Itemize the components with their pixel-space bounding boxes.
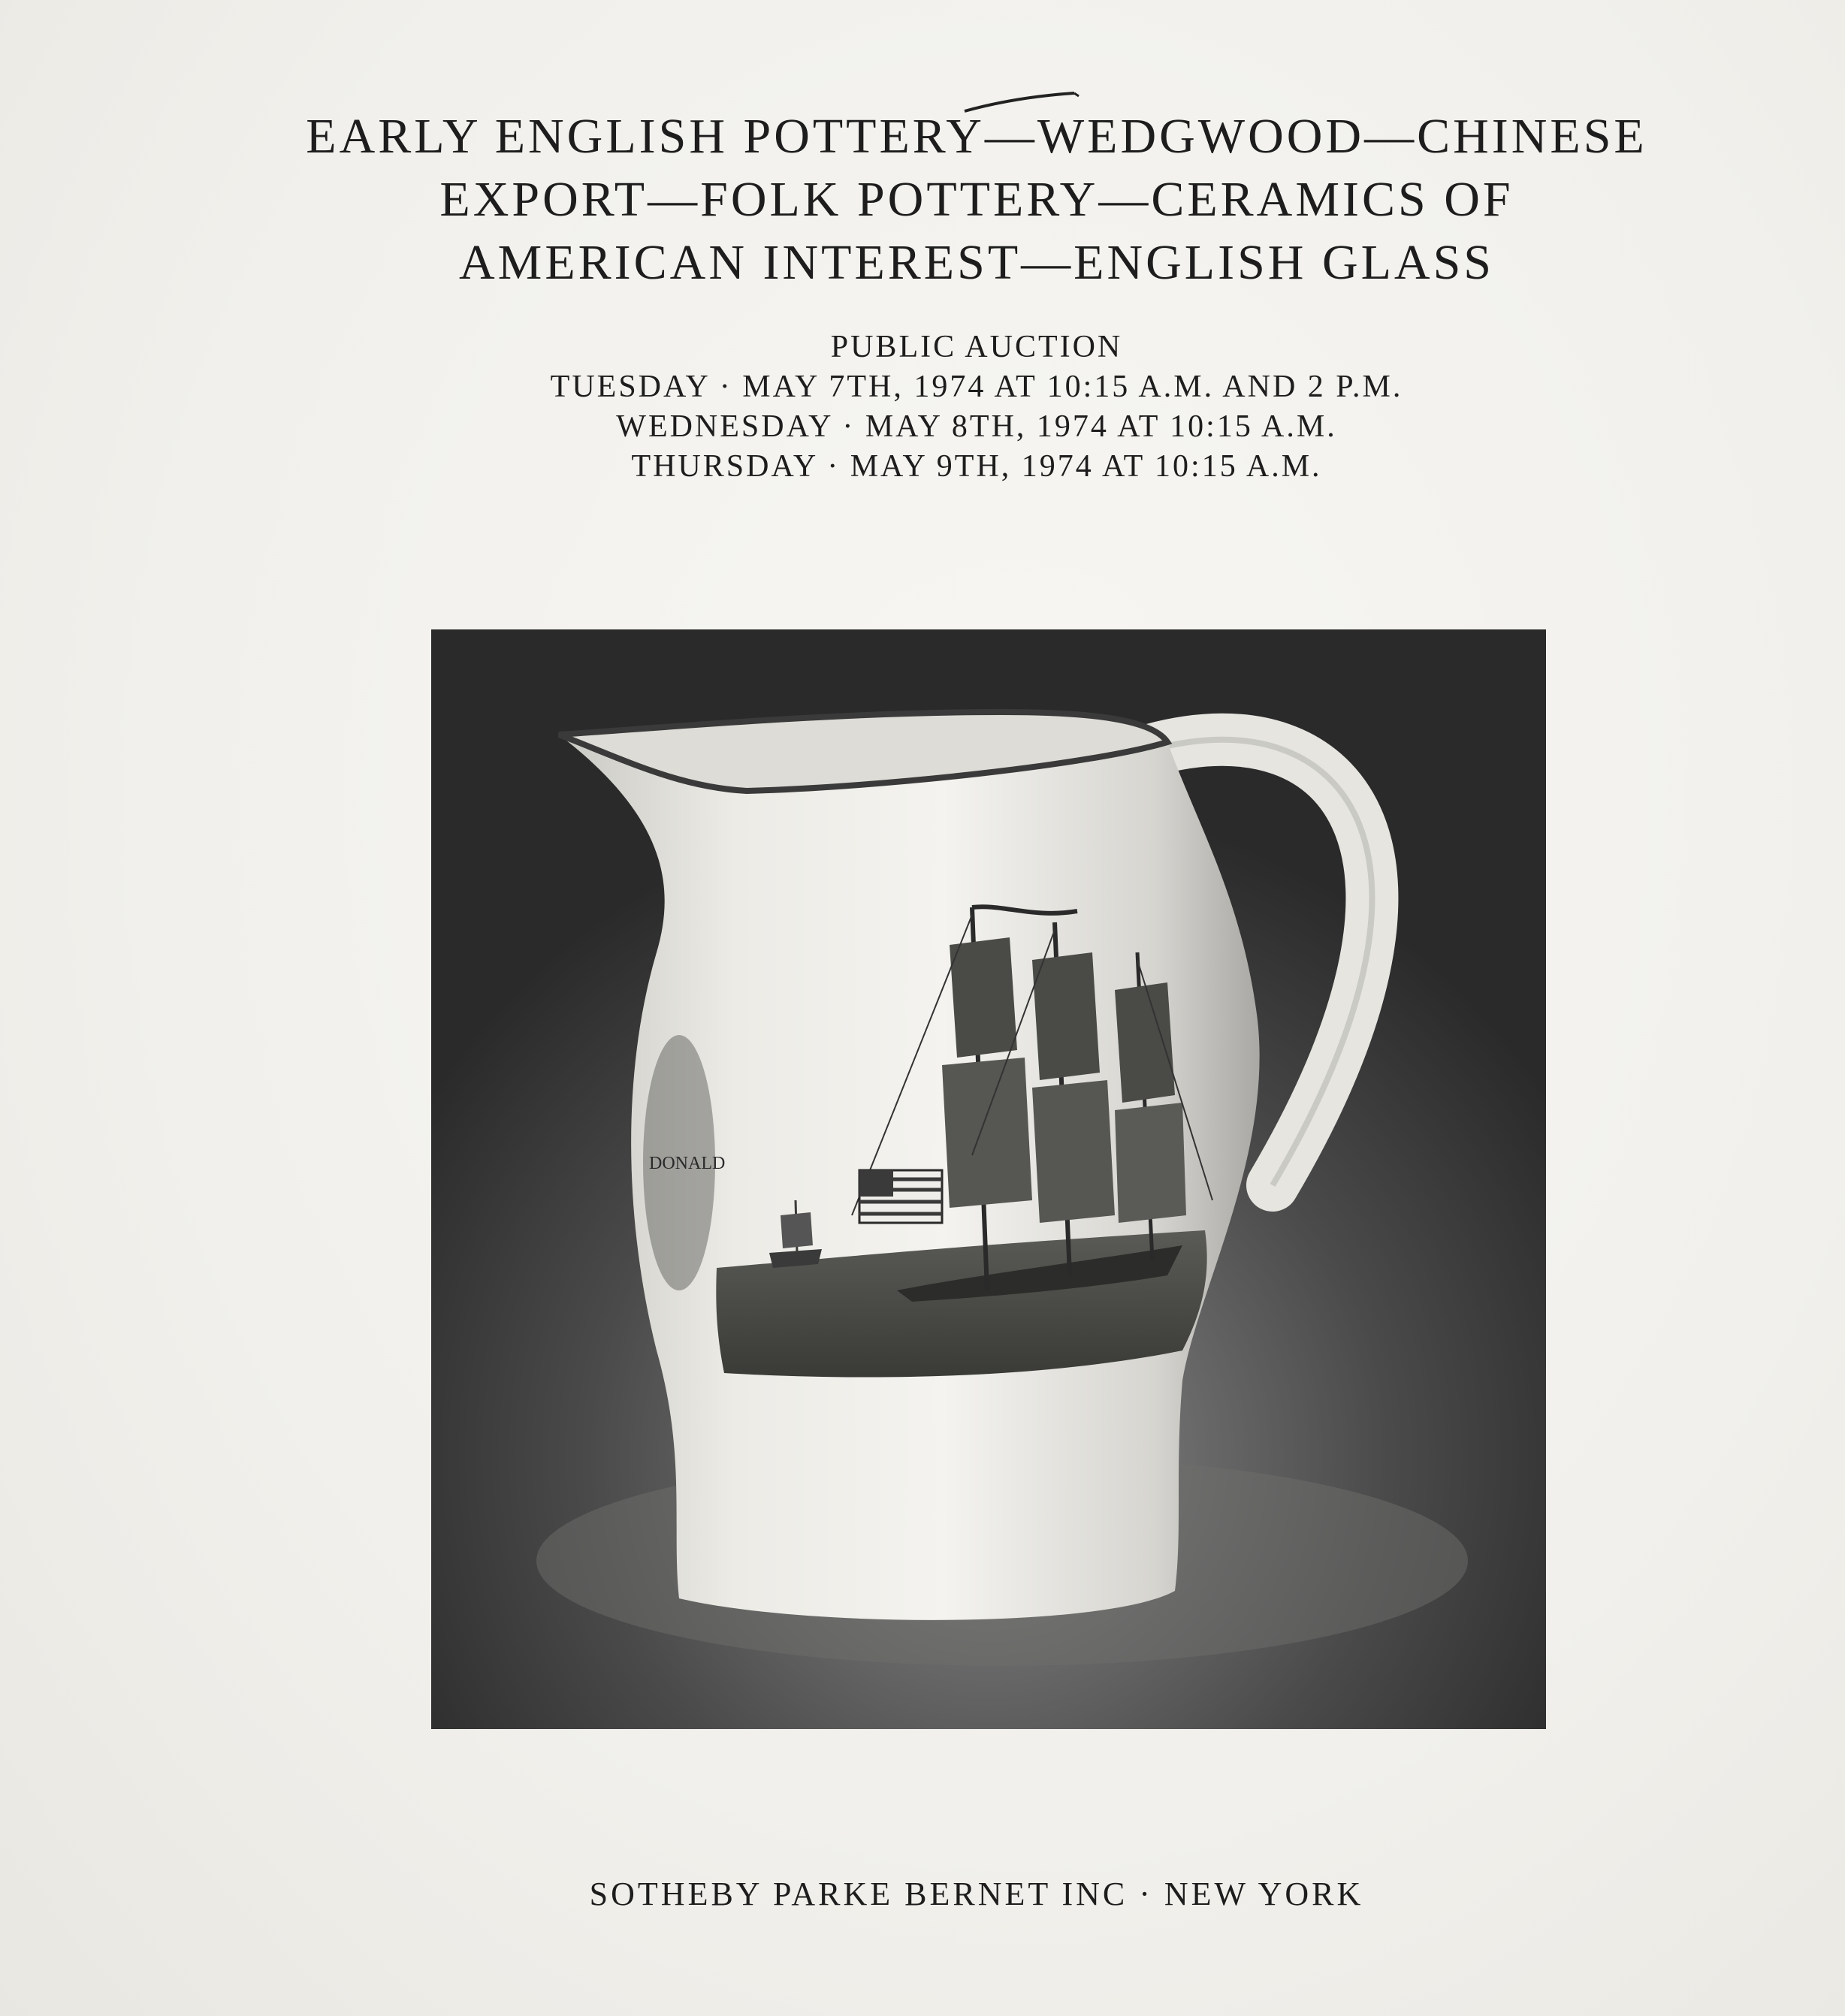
session-wednesday: WEDNESDAY · MAY 8TH, 1974 AT 10:15 A.M. — [616, 409, 1337, 444]
session-thursday: THURSDAY · MAY 9TH, 1974 AT 10:15 A.M. — [631, 449, 1322, 484]
session-tuesday: TUESDAY · MAY 7TH, 1974 AT 10:15 A.M. AND 2 P.M. — [550, 370, 1403, 404]
auction-heading: PUBLIC AUCTION — [830, 330, 1123, 364]
auction-house-imprint: SOTHEBY PARKE BERNET INC · NEW YORK — [589, 1876, 1364, 1912]
jug-photograph — [431, 629, 1546, 1729]
catalog-title — [150, 105, 1803, 294]
creamware-jug-illustration — [431, 629, 1546, 1729]
auction-schedule — [300, 327, 1653, 487]
title-line-1: EARLY ENGLISH POTTERY—WEDGWOOD—CHINESE — [306, 109, 1647, 164]
jug-inscription: DONALD — [649, 1154, 726, 1173]
title-line-2: EXPORT—FOLK POTTERY—CERAMICS OF — [439, 172, 1514, 227]
title-line-3: AMERICAN INTEREST—ENGLISH GLASS — [459, 235, 1494, 290]
